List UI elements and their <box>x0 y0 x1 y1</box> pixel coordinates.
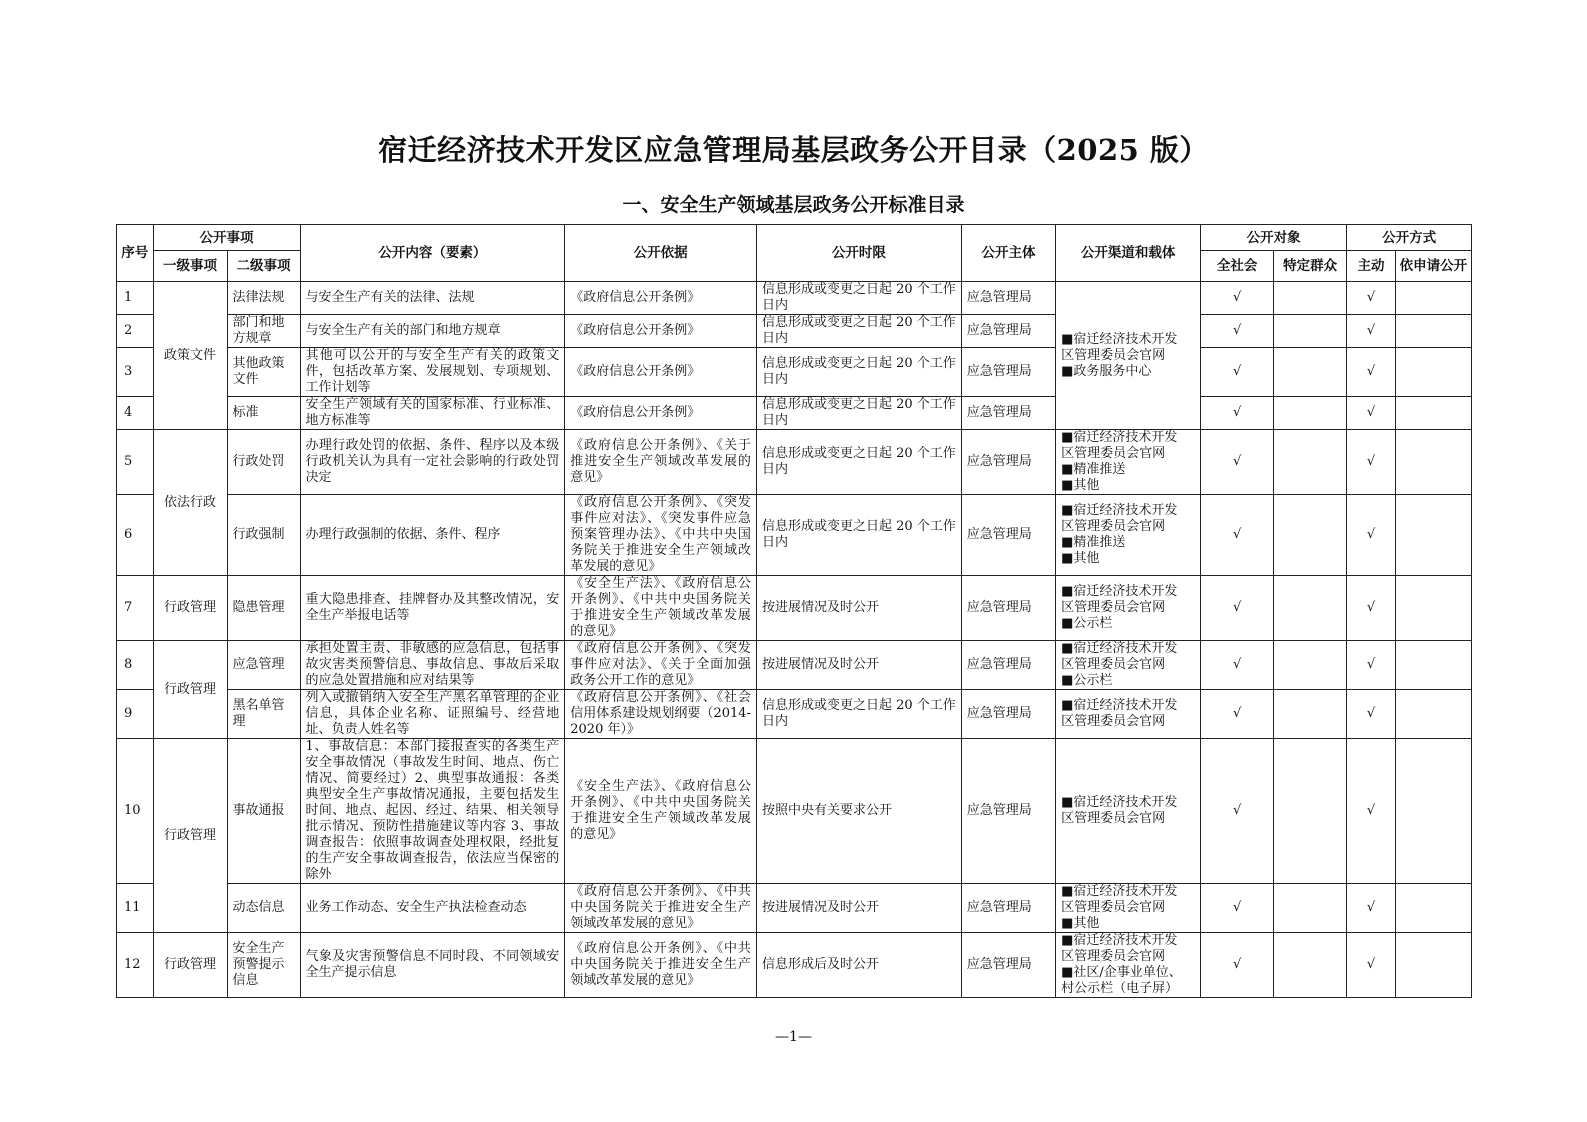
level2-cell: 事故通报 <box>227 739 300 884</box>
empty-cell <box>1274 430 1347 495</box>
table-row <box>117 641 1472 690</box>
row-seq: 3 <box>117 348 154 397</box>
header-content: 公开内容（要素） <box>300 225 565 282</box>
subject-cell: 应急管理局 <box>961 282 1055 315</box>
channel-line: ■政务服务中心 <box>1061 363 1152 379</box>
level2-cell: 行政处罚 <box>227 430 300 495</box>
basis-cell: 《政府信息公开条例》、《突发事件应对法》、《突发事件应急预案管理办法》、《中共中央国务院关于推进安全生产领域改革发展的意见》 <box>565 495 757 576</box>
level2-cell: 标准 <box>227 397 300 430</box>
row-seq: 2 <box>117 315 154 348</box>
empty-cell <box>1395 495 1471 576</box>
channel-line: ■宿迁经济技术开发 <box>1061 430 1178 445</box>
check-mark: √ <box>1347 884 1396 933</box>
channel-cell <box>1056 933 1201 998</box>
empty-cell <box>1395 315 1471 348</box>
empty-cell <box>1274 495 1347 576</box>
basis-cell: 《政府信息公开条例》、《中共中央国务院关于推进安全生产领域改革发展的意见》 <box>565 884 757 933</box>
header-seq: 序号 <box>117 225 154 282</box>
table-row <box>117 315 1472 348</box>
check-mark: √ <box>1347 933 1396 998</box>
content-cell: 重大隐患排查、挂牌督办及其整改情况，安全生产举报电话等 <box>300 576 565 641</box>
channel-line: ■宿迁经济技术开发 <box>1061 641 1178 656</box>
check-mark: √ <box>1201 495 1274 576</box>
empty-cell <box>1395 739 1471 884</box>
basis-cell: 《政府信息公开条例》 <box>565 315 757 348</box>
time-limit-cell: 信息形成或变更之日起 20 个工作日内 <box>756 397 961 430</box>
check-mark: √ <box>1201 739 1274 884</box>
header-time-limit: 公开时限 <box>756 225 961 282</box>
content-cell: 承担处置主责、非敏感的应急信息，包括事故灾害类预警信息、事故信息、事故后采取的应急处置措施和应对结果等 <box>300 641 565 690</box>
table-row <box>117 739 1472 884</box>
channel-line: ■宿迁经济技术开发 <box>1061 698 1178 713</box>
check-mark: √ <box>1347 315 1396 348</box>
content-cell: 与安全生产有关的部门和地方规章 <box>300 315 565 348</box>
subject-cell: 应急管理局 <box>961 495 1055 576</box>
channel-cell <box>1056 495 1201 576</box>
content-cell: 办理行政处罚的依据、条件、程序以及本级行政机关认为具有一定社会影响的行政处罚决定 <box>300 430 565 495</box>
level2-cell: 应急管理 <box>227 641 300 690</box>
row-seq: 12 <box>117 933 154 998</box>
check-mark: √ <box>1347 495 1396 576</box>
channel-line: 区管理委员会官网 <box>1061 519 1166 534</box>
channel-line: 区管理委员会官网 <box>1061 900 1166 915</box>
level2-cell: 隐患管理 <box>227 576 300 641</box>
table-row <box>117 397 1472 430</box>
channel-line: ■宿迁经济技术开发 <box>1061 584 1178 599</box>
channel-cell <box>1056 576 1201 641</box>
content-cell: 其他可以公开的与安全生产有关的政策文件，包括改革方案、发展规划、专项规划、工作计划等 <box>300 348 565 397</box>
header-on-request: 依申请公开 <box>1395 251 1471 282</box>
header-subject: 公开主体 <box>961 225 1055 282</box>
time-limit-cell: 信息形成或变更之日起 20 个工作日内 <box>756 348 961 397</box>
empty-cell <box>1274 690 1347 739</box>
subject-cell: 应急管理局 <box>961 933 1055 998</box>
time-limit-cell: 信息形成或变更之日起 20 个工作日内 <box>756 282 961 315</box>
header-method: 公开方式 <box>1347 225 1472 251</box>
check-mark: √ <box>1201 690 1274 739</box>
page-title: 宿迁经济技术开发区应急管理局基层政务公开目录（2025 版） <box>378 133 1209 167</box>
empty-cell <box>1395 348 1471 397</box>
level2-cell: 部门和地方规章 <box>227 315 300 348</box>
channel-line: ■社区/企事业单位、 <box>1061 965 1182 980</box>
channel-line: ■宿迁经济技术开发 <box>1061 795 1178 810</box>
page-number: —1— <box>775 1029 812 1045</box>
check-mark: √ <box>1201 315 1274 348</box>
table-row <box>117 690 1472 739</box>
empty-cell <box>1274 315 1347 348</box>
check-mark: √ <box>1201 282 1274 315</box>
content-cell: 业务工作动态、安全生产执法检查动态 <box>300 884 565 933</box>
channel-line: 区管理委员会官网 <box>1061 347 1166 363</box>
basis-cell: 《政府信息公开条例》、《关于推进安全生产领域改革发展的意见》 <box>565 430 757 495</box>
check-mark: √ <box>1201 348 1274 397</box>
basis-cell: 《政府信息公开条例》 <box>565 397 757 430</box>
channel-line: ■其他 <box>1061 478 1100 493</box>
level2-cell: 黑名单管理 <box>227 690 300 739</box>
channel-line: 区管理委员会官网 <box>1061 714 1166 729</box>
basis-cell: 《政府信息公开条例》、《中共中央国务院关于推进安全生产领域改革发展的意见》 <box>565 933 757 998</box>
check-mark: √ <box>1347 430 1396 495</box>
channel-line: ■公示栏 <box>1061 673 1113 688</box>
row-seq: 5 <box>117 430 154 495</box>
empty-cell <box>1395 933 1471 998</box>
catalog-table <box>116 224 1472 998</box>
subject-cell: 应急管理局 <box>961 641 1055 690</box>
header-channel: 公开渠道和载体 <box>1056 225 1201 282</box>
empty-cell <box>1395 690 1471 739</box>
header-active: 主动 <box>1347 251 1396 282</box>
level2-cell: 行政强制 <box>227 495 300 576</box>
channel-cell <box>1056 282 1201 430</box>
subject-cell: 应急管理局 <box>961 348 1055 397</box>
level2-cell: 安全生产预警提示信息 <box>227 933 300 998</box>
level1-cell: 行政管理 <box>153 576 227 641</box>
empty-cell <box>1274 348 1347 397</box>
check-mark: √ <box>1201 430 1274 495</box>
empty-cell <box>1395 576 1471 641</box>
subject-cell: 应急管理局 <box>961 690 1055 739</box>
level2-cell: 法律法规 <box>227 282 300 315</box>
level1-cell: 政策文件 <box>153 282 227 430</box>
table-row <box>117 933 1472 998</box>
header-basis: 公开依据 <box>565 225 757 282</box>
time-limit-cell: 信息形成或变更之日起 20 个工作日内 <box>756 315 961 348</box>
section-subtitle: 一、安全生产领域基层政务公开标准目录 <box>622 194 965 216</box>
check-mark: √ <box>1201 397 1274 430</box>
row-seq: 11 <box>117 884 154 933</box>
time-limit-cell: 信息形成后及时公开 <box>756 933 961 998</box>
channel-line: ■其他 <box>1061 551 1100 566</box>
channel-cell <box>1056 884 1201 933</box>
time-limit-cell: 信息形成或变更之日起 20 个工作日内 <box>756 690 961 739</box>
channel-line: 村公示栏（电子屏） <box>1061 981 1179 996</box>
check-mark: √ <box>1201 641 1274 690</box>
channel-line: 区管理委员会官网 <box>1061 657 1166 672</box>
channel-cell <box>1056 690 1201 739</box>
time-limit-cell: 按照中央有关要求公开 <box>756 739 961 884</box>
empty-cell <box>1395 641 1471 690</box>
content-cell: 办理行政强制的依据、条件、程序 <box>300 495 565 576</box>
check-mark: √ <box>1347 576 1396 641</box>
check-mark: √ <box>1347 282 1396 315</box>
empty-cell <box>1395 430 1471 495</box>
header-level2: 二级事项 <box>227 251 300 282</box>
basis-cell: 《政府信息公开条例》 <box>565 282 757 315</box>
row-seq: 1 <box>117 282 154 315</box>
channel-line: ■宿迁经济技术开发 <box>1061 933 1178 948</box>
time-limit-cell: 按进展情况及时公开 <box>756 641 961 690</box>
subject-cell: 应急管理局 <box>961 884 1055 933</box>
row-seq: 4 <box>117 397 154 430</box>
header-whole-society: 全社会 <box>1201 251 1274 282</box>
time-limit-cell: 信息形成或变更之日起 20 个工作日内 <box>756 495 961 576</box>
channel-line: ■宿迁经济技术开发 <box>1061 503 1178 518</box>
check-mark: √ <box>1347 690 1396 739</box>
content-cell: 气象及灾害预警信息不同时段、不同领域安全生产提示信息 <box>300 933 565 998</box>
level1-cell: 依法行政 <box>153 430 227 576</box>
level1-cell: 行政管理 <box>153 933 227 998</box>
channel-line: 区管理委员会官网 <box>1061 600 1166 615</box>
table-row <box>117 576 1472 641</box>
empty-cell <box>1274 282 1347 315</box>
basis-cell: 《政府信息公开条例》、《突发事件应对法》、《关于全面加强政务公开工作的意见》 <box>565 641 757 690</box>
header-matter: 公开事项 <box>153 225 300 251</box>
content-cell: 安全生产领域有关的国家标准、行业标准、地方标准等 <box>300 397 565 430</box>
empty-cell <box>1274 397 1347 430</box>
channel-line: ■公示栏 <box>1061 616 1113 631</box>
empty-cell <box>1395 884 1471 933</box>
row-seq: 7 <box>117 576 154 641</box>
basis-cell: 《政府信息公开条例》、《社会信用体系建设规划纲要（2014-2020 年）》 <box>565 690 757 739</box>
subject-cell: 应急管理局 <box>961 315 1055 348</box>
time-limit-cell: 按进展情况及时公开 <box>756 576 961 641</box>
basis-cell: 《安全生产法》、《政府信息公开条例》、《中共中央国务院关于推进安全生产领域改革发展的意见》 <box>565 576 757 641</box>
check-mark: √ <box>1347 397 1396 430</box>
empty-cell <box>1274 933 1347 998</box>
level1-cell: 行政管理 <box>153 641 227 739</box>
table-row <box>117 495 1472 576</box>
empty-cell <box>1274 641 1347 690</box>
table-row <box>117 430 1472 495</box>
check-mark: √ <box>1347 641 1396 690</box>
table-row <box>117 348 1472 397</box>
row-seq: 6 <box>117 495 154 576</box>
table-row <box>117 282 1472 315</box>
basis-cell: 《安全生产法》、《政府信息公开条例》、《中共中央国务院关于推进安全生产领域改革发展的意见》 <box>565 739 757 884</box>
content-cell: 1、事故信息：本部门接报查实的各类生产安全事故情况（事故发生时间、地点、伤亡情况、简要经过）2、典型事故通报：各类典型安全生产事故情况通报，主要包括发生时间、地点、起因、经过、结果、相关领导批示情况、预防性措施建议等内容 3、事故调查报告：依照事故调查处理权限，经批复的生产安全事故调查报告，依法应当保密的除外 <box>300 739 565 884</box>
header-specific-group: 特定群众 <box>1274 251 1347 282</box>
subject-cell: 应急管理局 <box>961 576 1055 641</box>
check-mark: √ <box>1201 576 1274 641</box>
channel-cell <box>1056 739 1201 884</box>
basis-cell: 《政府信息公开条例》 <box>565 348 757 397</box>
row-seq: 10 <box>117 739 154 884</box>
content-cell: 与安全生产有关的法律、法规 <box>300 282 565 315</box>
channel-line: ■其他 <box>1061 916 1100 931</box>
empty-cell <box>1395 282 1471 315</box>
channel-cell <box>1056 641 1201 690</box>
content-cell: 列入或撤销纳入安全生产黑名单管理的企业信息，具体企业名称、证照编号、经营地址、负责人姓名等 <box>300 690 565 739</box>
row-seq: 9 <box>117 690 154 739</box>
channel-line: 区管理委员会官网 <box>1061 446 1166 461</box>
empty-cell <box>1274 884 1347 933</box>
channel-line: ■宿迁经济技术开发 <box>1061 331 1178 347</box>
channel-line: ■宿迁经济技术开发 <box>1061 884 1178 899</box>
empty-cell <box>1274 576 1347 641</box>
check-mark: √ <box>1201 933 1274 998</box>
empty-cell <box>1395 397 1471 430</box>
table-row <box>117 884 1472 933</box>
subject-cell: 应急管理局 <box>961 430 1055 495</box>
time-limit-cell: 信息形成或变更之日起 20 个工作日内 <box>756 430 961 495</box>
check-mark: √ <box>1347 348 1396 397</box>
header-level1: 一级事项 <box>153 251 227 282</box>
level2-cell: 动态信息 <box>227 884 300 933</box>
subject-cell: 应急管理局 <box>961 397 1055 430</box>
row-seq: 8 <box>117 641 154 690</box>
level1-cell: 行政管理 <box>153 739 227 933</box>
empty-cell <box>1274 739 1347 884</box>
time-limit-cell: 按进展情况及时公开 <box>756 884 961 933</box>
channel-line: 区管理委员会官网 <box>1061 949 1166 964</box>
subject-cell: 应急管理局 <box>961 739 1055 884</box>
header-target: 公开对象 <box>1201 225 1347 251</box>
channel-line: ■精准推送 <box>1061 535 1126 550</box>
channel-cell <box>1056 430 1201 495</box>
level2-cell: 其他政策文件 <box>227 348 300 397</box>
check-mark: √ <box>1347 739 1396 884</box>
channel-line: 区管理委员会官网 <box>1061 811 1166 826</box>
channel-line: ■精准推送 <box>1061 462 1126 477</box>
check-mark: √ <box>1201 884 1274 933</box>
